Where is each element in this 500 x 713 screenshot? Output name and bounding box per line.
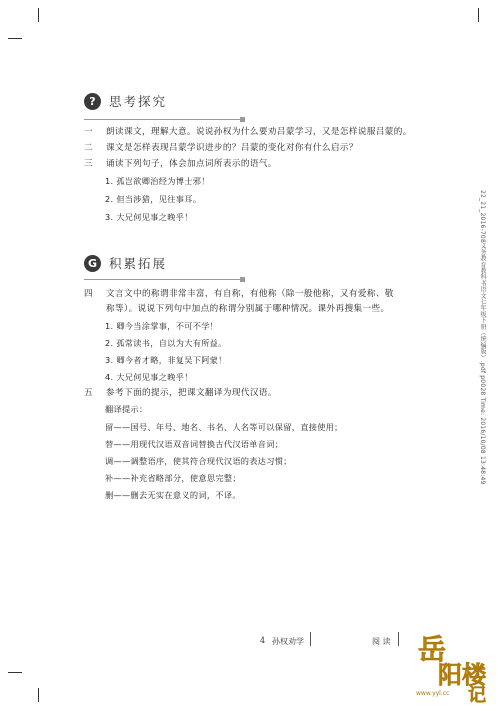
list-item: 2. 孤常读书，自以为大有所益。 (105, 338, 227, 348)
hint-item: 替——用现代汉语双音词替换古代汉语单音词； (105, 439, 284, 449)
list-item: 1. 卿今当涂掌事，不可不学！ (105, 321, 219, 331)
sentence-item: 1. 孤岂欲卿治经为博士邪！ (105, 176, 210, 186)
section-divider (84, 279, 244, 280)
accumulate-icon: G (84, 255, 101, 272)
section-heading-accumulate (84, 254, 167, 272)
section-title: 积累拓展 (109, 256, 168, 271)
hint-item: 删——删去无实在意义的词，不译。 (105, 490, 241, 500)
section-title: 思考探究 (109, 94, 168, 109)
hint-item: 调——调整语序，使其符合现代汉语的表达习惯； (105, 456, 292, 466)
question-5: 五 参考下面的提示，把课文翻译为现代汉语。 (84, 388, 277, 398)
footer-divider (310, 632, 311, 646)
question-icon: ? (84, 93, 101, 110)
print-info: 22_21_2016-708义务教育教科书语文七年级下册（统编版）.pdf p0028 Time: 2016/10/08 13:48:49 (479, 190, 486, 485)
crop-mark-top-right-v (478, 8, 479, 22)
lesson-title: 孙权劝学 (272, 637, 304, 646)
svg-text:阳楼: 阳楼 (438, 661, 486, 689)
svg-text:岳: 岳 (418, 633, 447, 666)
hint-label: 翻译提示： (105, 404, 148, 414)
hint-item: 补——补充省略部分，使意思完整； (105, 473, 241, 483)
crop-mark-top-left-h (8, 38, 22, 39)
section-heading-think (84, 92, 167, 110)
list-item: 4. 大兄何见事之晚乎！ (105, 372, 193, 382)
question-1: 一 朗读课文，理解大意。说说孙权为什么要劝吕蒙学习，又是怎样说服吕蒙的。 (84, 127, 412, 137)
crop-mark-bottom-left-h (8, 672, 22, 673)
footer-section: 阅 读 (372, 637, 391, 646)
watermark-logo (414, 625, 492, 703)
question-4-cont: 称等）。说说下列句中加点的称谓分别属于哪种情况。课外再搜集一些。 (106, 304, 390, 314)
crop-mark-bottom-left-v (38, 688, 39, 702)
question-4: 四 文言文中的称谓非常丰富，有自称，有他称（除一般他称，又有爱称、敬 (84, 289, 394, 299)
crop-mark-top-left-v (38, 8, 39, 22)
question-3: 三 诵读下列句子，体会加点词所表示的语气。 (84, 159, 277, 169)
footer-divider (398, 632, 399, 646)
page-number: 4 (260, 636, 266, 645)
sentence-item: 3. 大兄何见事之晚乎！ (105, 212, 193, 222)
list-item: 3. 卿今者才略，非复吴下阿蒙！ (105, 355, 227, 365)
hint-item: 留——国号、年号、地名、书名、人名等可以保留，直接使用； (105, 422, 343, 432)
svg-text:www.yyl.cc: www.yyl.cc (416, 690, 450, 697)
question-2: 二 课文是怎样表现吕蒙学识进步的？吕蒙的变化对你有什么启示？ (84, 143, 358, 153)
svg-text:记: 记 (468, 685, 486, 703)
section-divider (84, 119, 244, 120)
sentence-item: 2. 但当涉猎，见往事耳。 (105, 194, 202, 204)
